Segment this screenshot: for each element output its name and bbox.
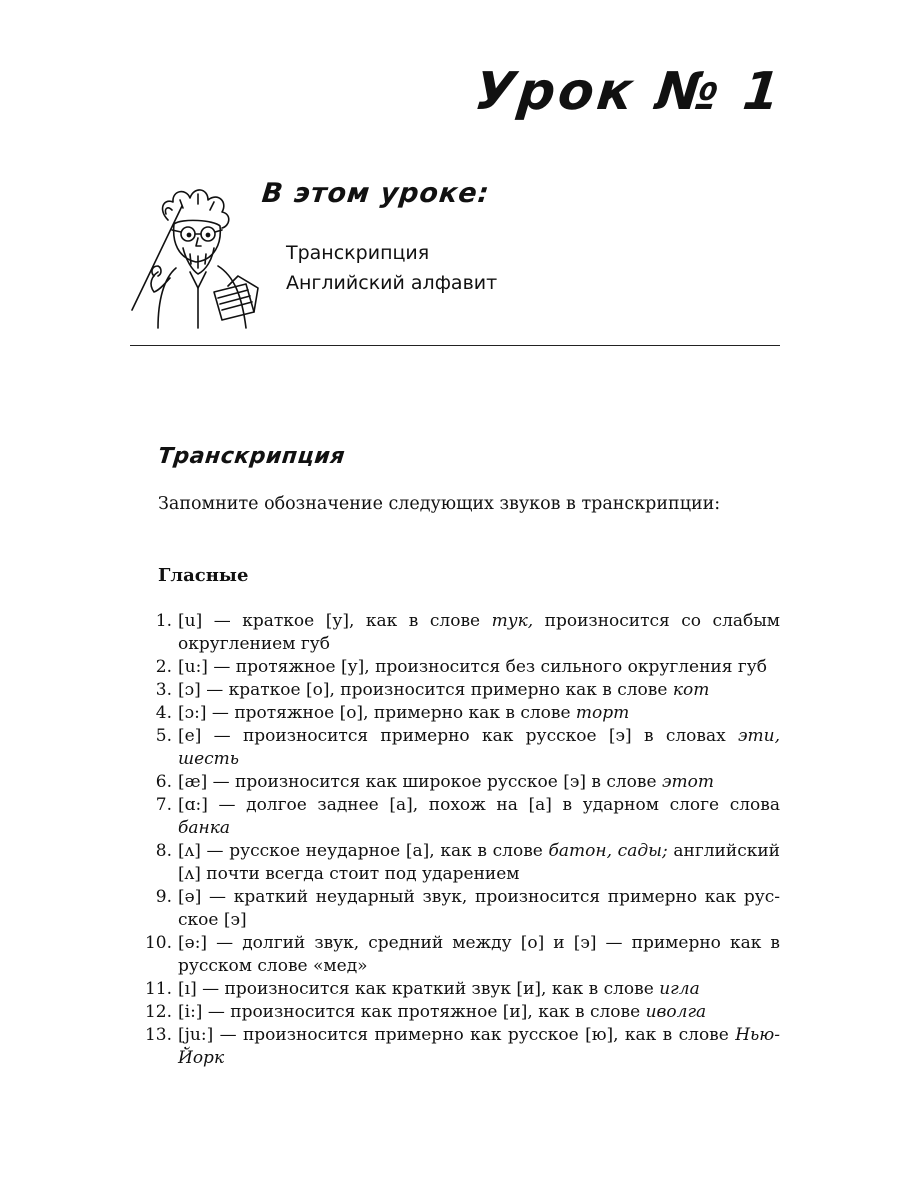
list-item — [130, 610, 780, 656]
topic-item: Транскрипция — [286, 242, 430, 264]
item-number: 1. — [155, 611, 172, 631]
list-item — [130, 679, 780, 702]
item-example: банка — [178, 818, 230, 838]
item-number: 7. — [155, 795, 172, 815]
item-number: 9. — [155, 887, 172, 907]
item-example: этот — [661, 772, 714, 792]
item-text-after: произносится со слабым округлением губ — [178, 611, 780, 654]
item-text: [ɑ:] — долгое заднее [а], похож на [а] в ударном слоге слова — [178, 795, 780, 815]
item-text: [u:] — протяжное [у], произносится без сильного округления губ — [178, 657, 768, 677]
list-item — [130, 886, 780, 932]
item-number: 10. — [144, 933, 172, 953]
item-text: [ı] — произносится как краткий звук [и], как в слове — [178, 979, 660, 999]
item-text: [ə] — краткий неударный звук, произносится примерно как русское [э] — [178, 887, 780, 930]
item-example: батон, сады; — [548, 841, 668, 861]
item-text: [ju:] — произносится примерно как русское [ю], как в слове — [178, 1025, 736, 1045]
item-text: [ɔ] — краткое [о], произносится примерно как в слове — [178, 680, 673, 700]
item-number: 11. — [144, 979, 172, 999]
item-number: 3. — [155, 680, 172, 700]
item-number: 8. — [155, 841, 172, 861]
list-item — [130, 656, 780, 679]
item-example: тук, — [491, 611, 534, 631]
list-item — [130, 1024, 780, 1070]
instruction-text: Запомните обозначение следующих звуков в транскрипции: — [158, 494, 721, 514]
item-example: кот — [672, 680, 710, 700]
item-example: иволга — [645, 1002, 707, 1022]
vowels-heading: Гласные — [158, 565, 249, 586]
item-example: Нью-Йорк — [178, 1025, 780, 1068]
item-number: 6. — [155, 772, 172, 792]
item-text: [ə:] — долгий звук, средний между [о] и [э] — примерно как в русском слове «мед» — [178, 933, 780, 976]
section-heading: Транскрипция — [156, 444, 347, 469]
item-text: [i:] — произносится как протяжное [и], как в слове — [178, 1002, 646, 1022]
divider — [130, 345, 780, 346]
topics-list — [286, 238, 497, 298]
professor-illustration — [128, 180, 268, 330]
topic-item: Английский алфавит — [286, 272, 498, 294]
item-text-after: английский [ʌ] почти всегда стоит под ударением — [178, 841, 780, 884]
item-example: торт — [575, 703, 630, 723]
item-number: 13. — [144, 1025, 172, 1045]
item-text: [e] — произносится примерно как русское [э] в словах — [178, 726, 738, 746]
item-text: [u] — краткое [у], как в слове — [178, 611, 492, 631]
vowel-list — [130, 610, 780, 1070]
list-item — [130, 840, 780, 886]
item-number: 5. — [155, 726, 172, 746]
item-number: 2. — [155, 657, 172, 677]
list-item — [130, 978, 780, 1001]
list-item — [130, 725, 780, 771]
intro-heading: В этом уроке: — [260, 178, 492, 209]
list-item — [130, 771, 780, 794]
list-item — [130, 702, 780, 725]
item-number: 12. — [144, 1002, 172, 1022]
item-number: 4. — [155, 703, 172, 723]
item-text: [æ] — произносится как широкое русское [э] в слове — [178, 772, 662, 792]
list-item — [130, 1001, 780, 1024]
item-text: [ʌ] — русское неударное [а], как в слове — [178, 841, 549, 861]
item-text: [ɔ:] — протяжное [о], примерно как в слове — [178, 703, 576, 723]
list-item — [130, 794, 780, 840]
list-item — [130, 932, 780, 978]
item-example: игла — [659, 979, 700, 999]
lesson-title: Урок № 1 — [471, 62, 786, 122]
item-example: эти, шесть — [178, 726, 780, 769]
